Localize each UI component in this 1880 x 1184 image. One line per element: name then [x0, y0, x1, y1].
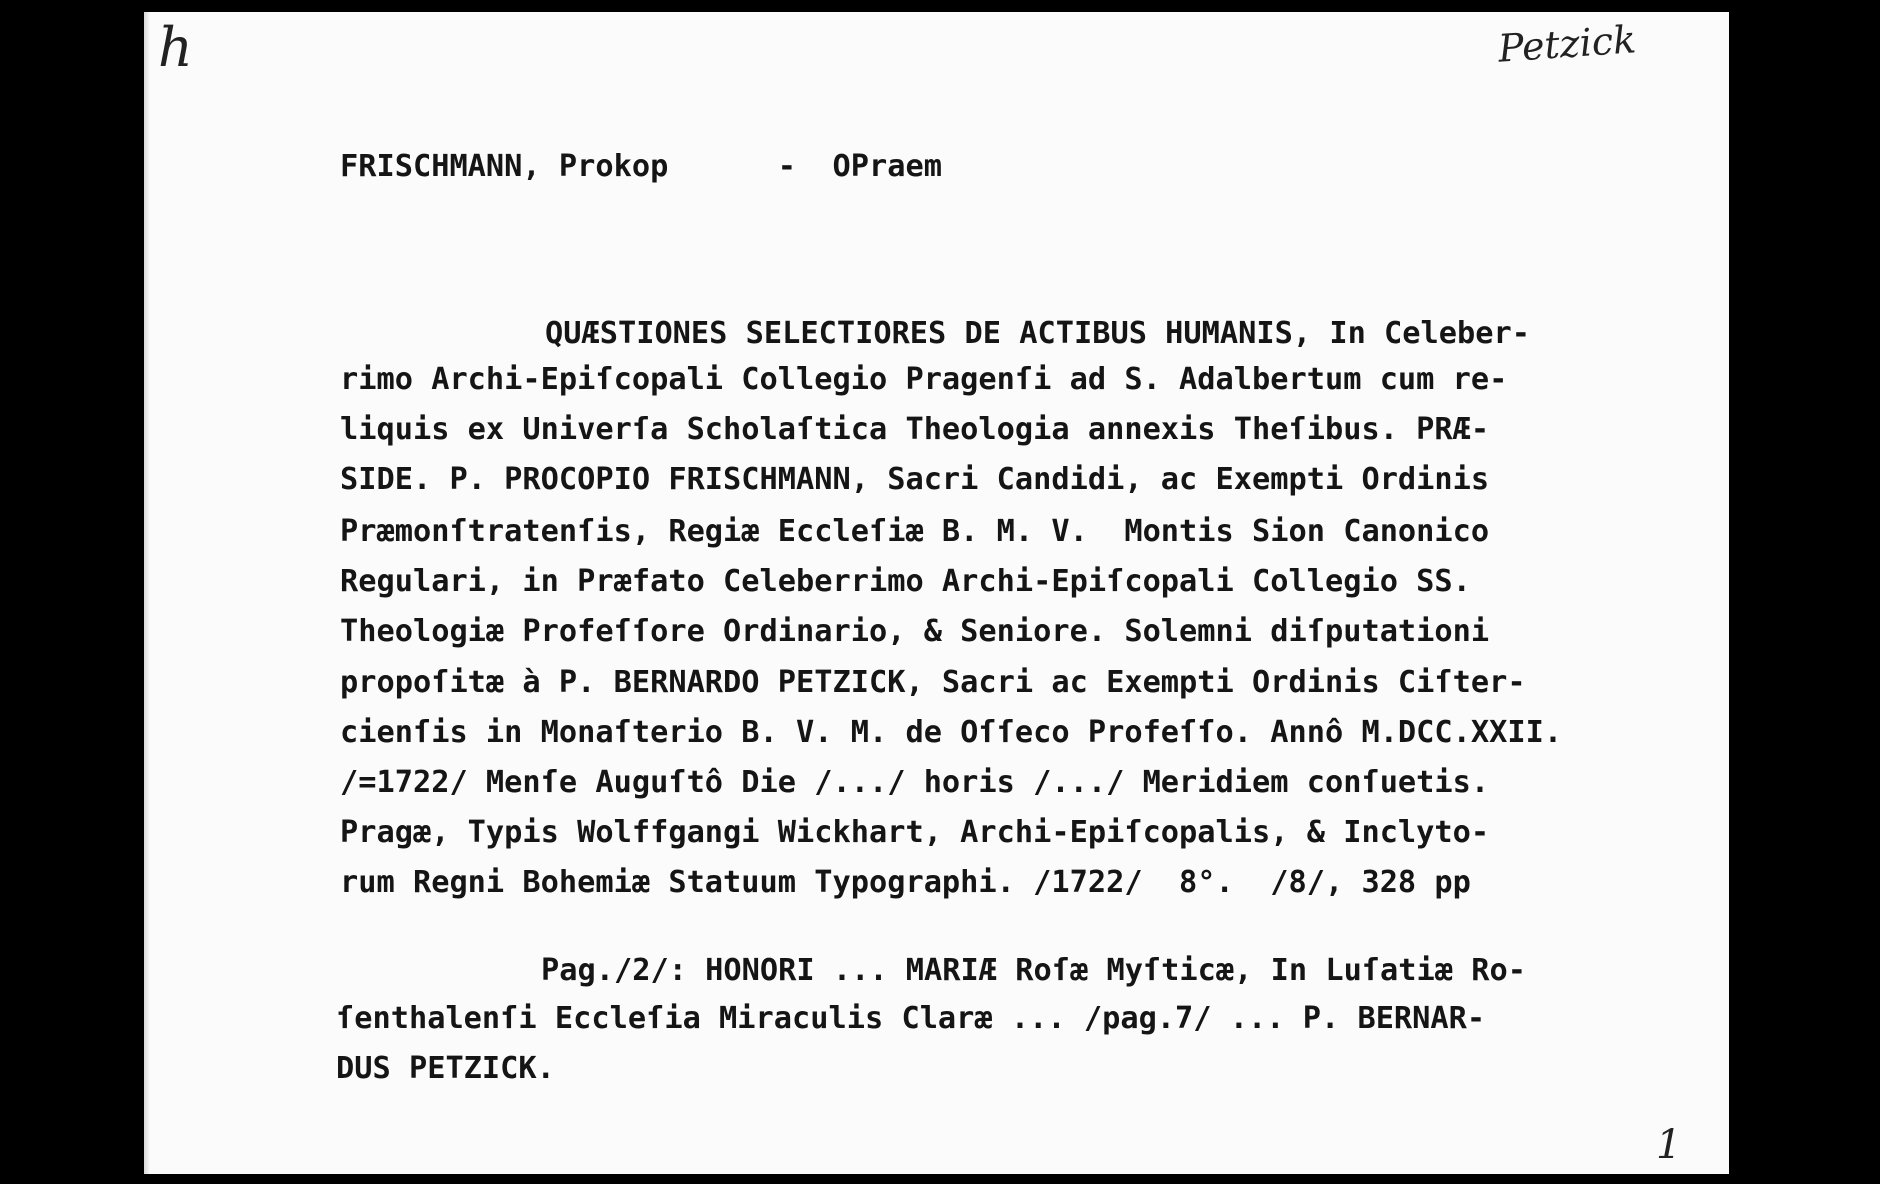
catalog-card	[144, 12, 1729, 1174]
entry-line: Præmonſtratenſis, Regiæ Eccleſiæ B. M. V. Montis Sion Canonico	[340, 514, 1490, 549]
entry-line: liquis ex Univerſa Scholaſtica Theologia annexis Theſibus. PRÆ-	[340, 412, 1490, 447]
note-line: Pag./2/: HONORI ... MARIÆ Roſæ Myſticæ, In Luſatiæ Ro-	[541, 953, 1526, 988]
entry-line: Regulari, in Præfato Celeberrimo Archi-Epiſcopali Collegio SS.	[340, 564, 1471, 599]
note-line: DUS PETZICK.	[336, 1051, 555, 1086]
entry-line: SIDE. P. PROCOPIO FRISCHMANN, Sacri Candidi, ac Exempti Ordinis	[340, 462, 1490, 497]
entry-line: rum Regni Bohemiæ Statuum Typographi. /1722/ 8°. /8/, 328 pp	[340, 865, 1471, 900]
entry-line: cienſis in Monaſterio B. V. M. de Oſſeco Profeſſo. Annô M.DCC.XXII.	[340, 715, 1563, 750]
card-heading: FRISCHMANN, Prokop - OPraem	[340, 149, 942, 184]
entry-line: /=1722/ Menſe Auguſtô Die /.../ horis /.../ Meridiem conſuetis.	[340, 765, 1490, 800]
entry-line: rimo Archi-Epiſcopali Collegio Pragenſi ad S. Adalbertum cum re-	[340, 362, 1508, 397]
handwritten-name-note: Petzick	[1496, 17, 1638, 71]
entry-line: Theologiæ Profeſſore Ordinario, & Seniore. Solemni diſputationi	[340, 614, 1490, 649]
note-line: ſenthalenſi Eccleſia Miraculis Claræ ... /pag.7/ ... P. BERNAR-	[336, 1001, 1486, 1036]
handwritten-corner-mark: h	[158, 16, 187, 79]
entry-line: propoſitæ à P. BERNARDO PETZICK, Sacri ac Exempti Ordinis Ciſter-	[340, 665, 1526, 700]
entry-line: Pragæ, Typis Wolffgangi Wickhart, Archi-Epiſcopalis, & Inclyto-	[340, 815, 1490, 850]
handwritten-page-number: 1	[1656, 1122, 1682, 1168]
entry-line: QUÆSTIONES SELECTIORES DE ACTIBUS HUMANIS, In Celeber-	[545, 316, 1530, 351]
